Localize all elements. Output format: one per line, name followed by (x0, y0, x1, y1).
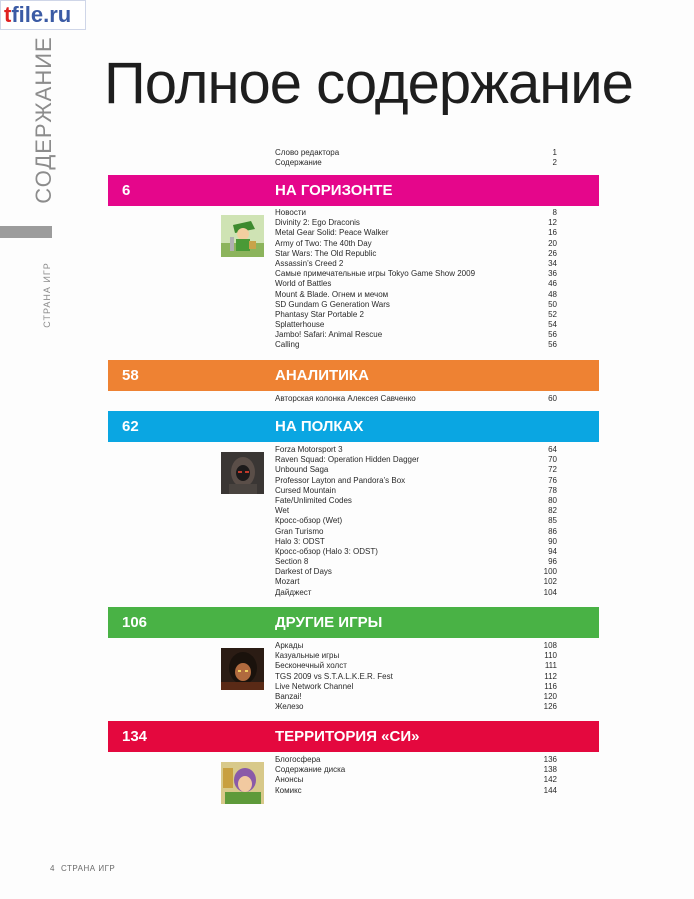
hooded-soldier-thumbnail (221, 452, 264, 494)
list-item: Darkest of Days 100 (275, 567, 557, 577)
list-item: Железо 126 (275, 702, 557, 712)
list-item: Новости 8 (275, 208, 557, 217)
section-header-territory (108, 721, 599, 752)
link-character-thumbnail (221, 215, 264, 257)
list-item: Gran Turismo 86 (275, 526, 557, 536)
list-item: Professor Layton and Pandora’s Box 76 (275, 475, 557, 485)
sidebar-magazine-name: СТРАНА ИГР (42, 262, 52, 328)
section-page-number: 134 (122, 728, 148, 745)
section-list-analytics (275, 394, 557, 404)
page-title: Полное содержание (104, 51, 633, 116)
sidebar-accent-bar (0, 226, 52, 238)
list-item: Слово редактора 1 (275, 148, 557, 157)
section-header-shelves (108, 411, 599, 442)
section-list-shelves (275, 445, 557, 598)
section-header-analytics (108, 360, 599, 391)
section-title: ДРУГИЕ ИГРЫ (275, 614, 383, 631)
comic-character-thumbnail (221, 762, 264, 804)
list-item: Кросс-обзор (Halo 3: ODST) 94 (275, 546, 557, 556)
list-item: Комикс 144 (275, 785, 557, 795)
list-item: Raven Squad: Operation Hidden Dagger 70 (275, 455, 557, 465)
list-item: Calling 56 (275, 340, 557, 350)
list-item: Дайджест 104 (275, 587, 557, 597)
intro-list (275, 148, 557, 168)
section-page-number: 106 (122, 614, 148, 631)
list-item: SD Gundam G Generation Wars 50 (275, 299, 557, 309)
section-header-horizon (108, 175, 599, 206)
list-item: Wet 82 (275, 506, 557, 516)
list-item: Phantasy Star Portable 2 52 (275, 309, 557, 319)
list-item: Анонсы 142 (275, 775, 557, 785)
footer-page-number: 4 (50, 864, 55, 873)
list-item: Banzai! 120 (275, 691, 557, 701)
list-item: Forza Motorsport 3 64 (275, 445, 557, 454)
list-item: Авторская колонка Алексея Савченко 60 (275, 394, 557, 403)
list-item: Mozart 102 (275, 577, 557, 587)
dark-haired-character-thumbnail (221, 648, 264, 690)
list-item: Halo 3: ODST 90 (275, 536, 557, 546)
list-item: Mount & Blade. Огнем и мечом 48 (275, 289, 557, 299)
list-item: Army of Two: The 40th Day 20 (275, 238, 557, 248)
section-list-horizon (275, 208, 557, 351)
list-item: World of Battles 46 (275, 279, 557, 289)
list-item: Самые примечательные игры Tokyo Game Show 2009 36 (275, 269, 557, 279)
list-item: Section 8 96 (275, 557, 557, 567)
list-item: Unbound Saga 72 (275, 465, 557, 475)
list-item: Содержание диска 138 (275, 765, 557, 775)
list-item: Jambo! Safari: Animal Rescue 56 (275, 330, 557, 340)
list-item: Cursed Mountain 78 (275, 485, 557, 495)
section-page-number: 6 (122, 182, 131, 199)
list-item: Metal Gear Solid: Peace Walker 16 (275, 228, 557, 238)
list-item: Бесконечный холст 111 (275, 661, 557, 671)
list-item: Star Wars: The Old Republic 26 (275, 248, 557, 258)
section-title: АНАЛИТИКА (275, 367, 369, 384)
sidebar-title: СОДЕРЖАНИЕ (31, 36, 56, 204)
section-header-other-games (108, 607, 599, 638)
section-title: НА ПОЛКАХ (275, 418, 364, 435)
section-title: НА ГОРИЗОНТЕ (275, 182, 393, 199)
list-item: Содержание 2 (275, 158, 557, 168)
list-item: Divinity 2: Ego Draconis 12 (275, 218, 557, 228)
section-page-number: 58 (122, 367, 139, 384)
section-list-other-games (275, 641, 557, 712)
list-item: Казуальные игры 110 (275, 651, 557, 661)
list-item: Блогосфера 136 (275, 755, 557, 764)
list-item: Кросс-обзор (Wet) 85 (275, 516, 557, 526)
list-item: Live Network Channel 116 (275, 681, 557, 691)
section-page-number: 62 (122, 418, 139, 435)
list-item: Аркады 108 (275, 641, 557, 650)
page-footer (50, 864, 121, 873)
list-item: Splatterhouse 54 (275, 320, 557, 330)
list-item: Assassin’s Creed 2 34 (275, 258, 557, 268)
list-item: TGS 2009 vs S.T.A.L.K.E.R. Fest 112 (275, 671, 557, 681)
section-list-territory (275, 755, 557, 796)
site-logo[interactable]: tfile.ru (0, 0, 86, 30)
list-item: Fate/Unlimited Codes 80 (275, 495, 557, 505)
section-title: ТЕРРИТОРИЯ «СИ» (275, 728, 420, 745)
footer-magazine-name: СТРАНА ИГР (60, 864, 116, 873)
